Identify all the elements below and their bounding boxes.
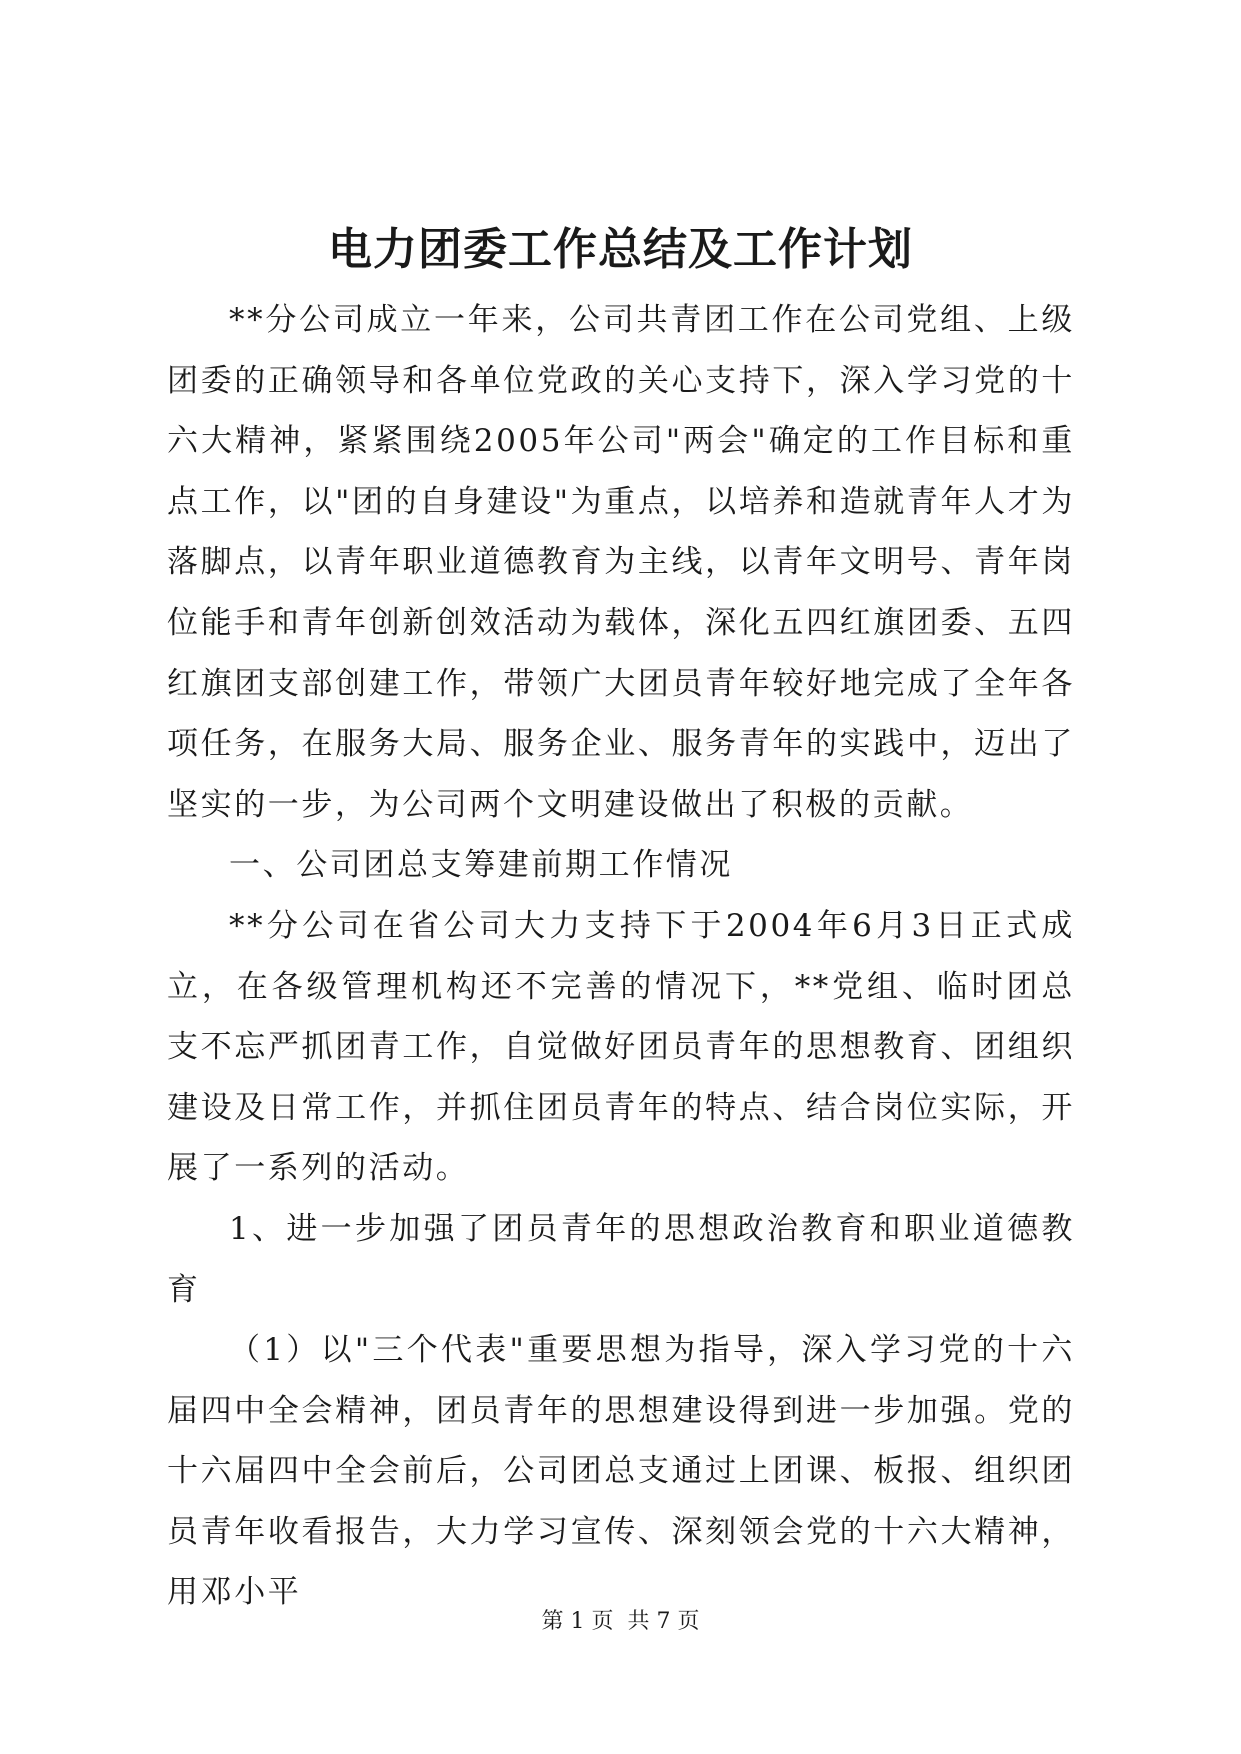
page-number: 第 1 页 [541,1609,614,1634]
page-footer [0,1607,1241,1637]
section-heading-1: 一、公司团总支筹建前期工作情况 [229,847,733,884]
paragraph-item-1: （1）以"三个代表"重要思想为指导，深入学习党的十六届四中全会精神，团员青年的思想建设得到进一步加强。党的十六届四中全会前后，公司团总支通过上团课、板报、组织团员青年收看报告，大力学习宣传、深刻领会党的十六大精神，用邓小平 [167,1332,1075,1611]
page-total: 共 7 页 [627,1609,700,1634]
paragraph-section-1: **分公司在省公司大力支持下于2004年6月3日正式成立，在各级管理机构还不完善的情况下，**党组、临时团总支不忘严抓团青工作，自觉做好团员青年的思想教育、团组织建设及日常工作，并抓住团员青年的特点、结合岗位实际，开展了一系列的活动。 [167,907,1075,1187]
paragraph-intro: **分公司成立一年来，公司共青团工作在公司党组、上级团委的正确领导和各单位党政的关心支持下，深入学习党的十六大精神，紧紧围绕2005年公司"两会"确定的工作目标和重点工作，以"团的自身建设"为重点，以培养和造就青年人才为落脚点，以青年职业道德教育为主线，以青年文明号、青年岗位能手和青年创新创效活动为载体，深化五四红旗团委、五四红旗团支部创建工作，带领广大团员青年较好地完成了全年各项任务，在服务大局、服务企业、服务青年的实践中，迈出了坚实的一步，为公司两个文明建设做出了积极的贡献。 [167,302,1075,823]
document-title: 电力团委工作总结及工作计划 [328,224,913,275]
document-body [167,290,1075,1623]
subsection-heading-1: 1、进一步加强了团员青年的思想政治教育和职业道德教育 [167,1210,1075,1308]
